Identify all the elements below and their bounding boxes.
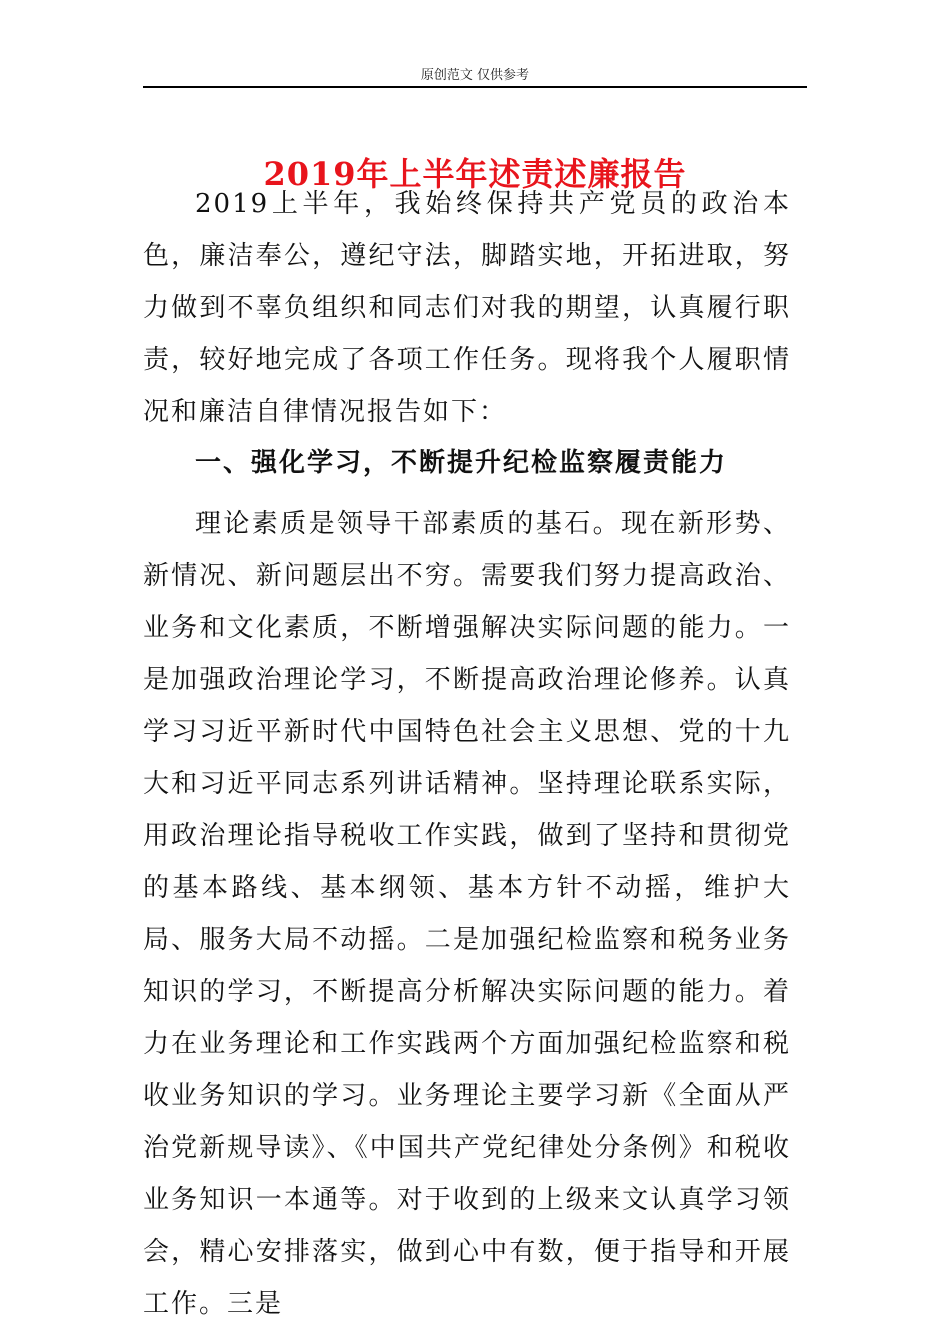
header-divider (143, 86, 807, 88)
document-title: 2019年上半年述责述廉报告 (263, 155, 687, 194)
section-heading: 一、强化学习，不断提升纪检监察履责能力 (195, 448, 728, 478)
section-paragraph: 理论素质是领导干部素质的基石。现在新形势、新情况、新问题层出不穷。需要我们努力提高政治、业务和文化素质，不断增强解决实际问题的能力。一是加强政治理论学习，不断提高政治理论修养。认真学习习近平新时代中国特色社会主义思想、党的十九大和习近平同志系列讲话精神。坚持理论联系实际，用政治理论指导税收工作实践，做到了坚持和贯彻党的基本路线、基本纲领、基本方针不动摇，维护大局、服务大局不动摇。二是加强纪检监察和税务业务知识的学习，不断提高分析解决实际问题的能力。着力在业务理论和工作实践两个方面加强纪检监察和税收业务知识的学习。业务理论主要学习新《全面从严治党新规导读》、《中国共产党纪律处分条例》和税收业务知识一本通等。对于收到的上级来文认真学习领会，精心安排落实，做到心中有数，便于指导和开展工作。三是 (143, 509, 791, 1319)
intro-paragraph: 2019上半年，我始终保持共产党员的政治本色，廉洁奉公，遵纪守法，脚踏实地，开拓进取，努力做到不辜负组织和同志们对我的期望，认真履行职责，较好地完成了各项工作任务。现将我个人履职情况和廉洁自律情况报告如下： (143, 189, 791, 427)
page-header-text: 原创范文 仅供参考 (420, 68, 530, 83)
